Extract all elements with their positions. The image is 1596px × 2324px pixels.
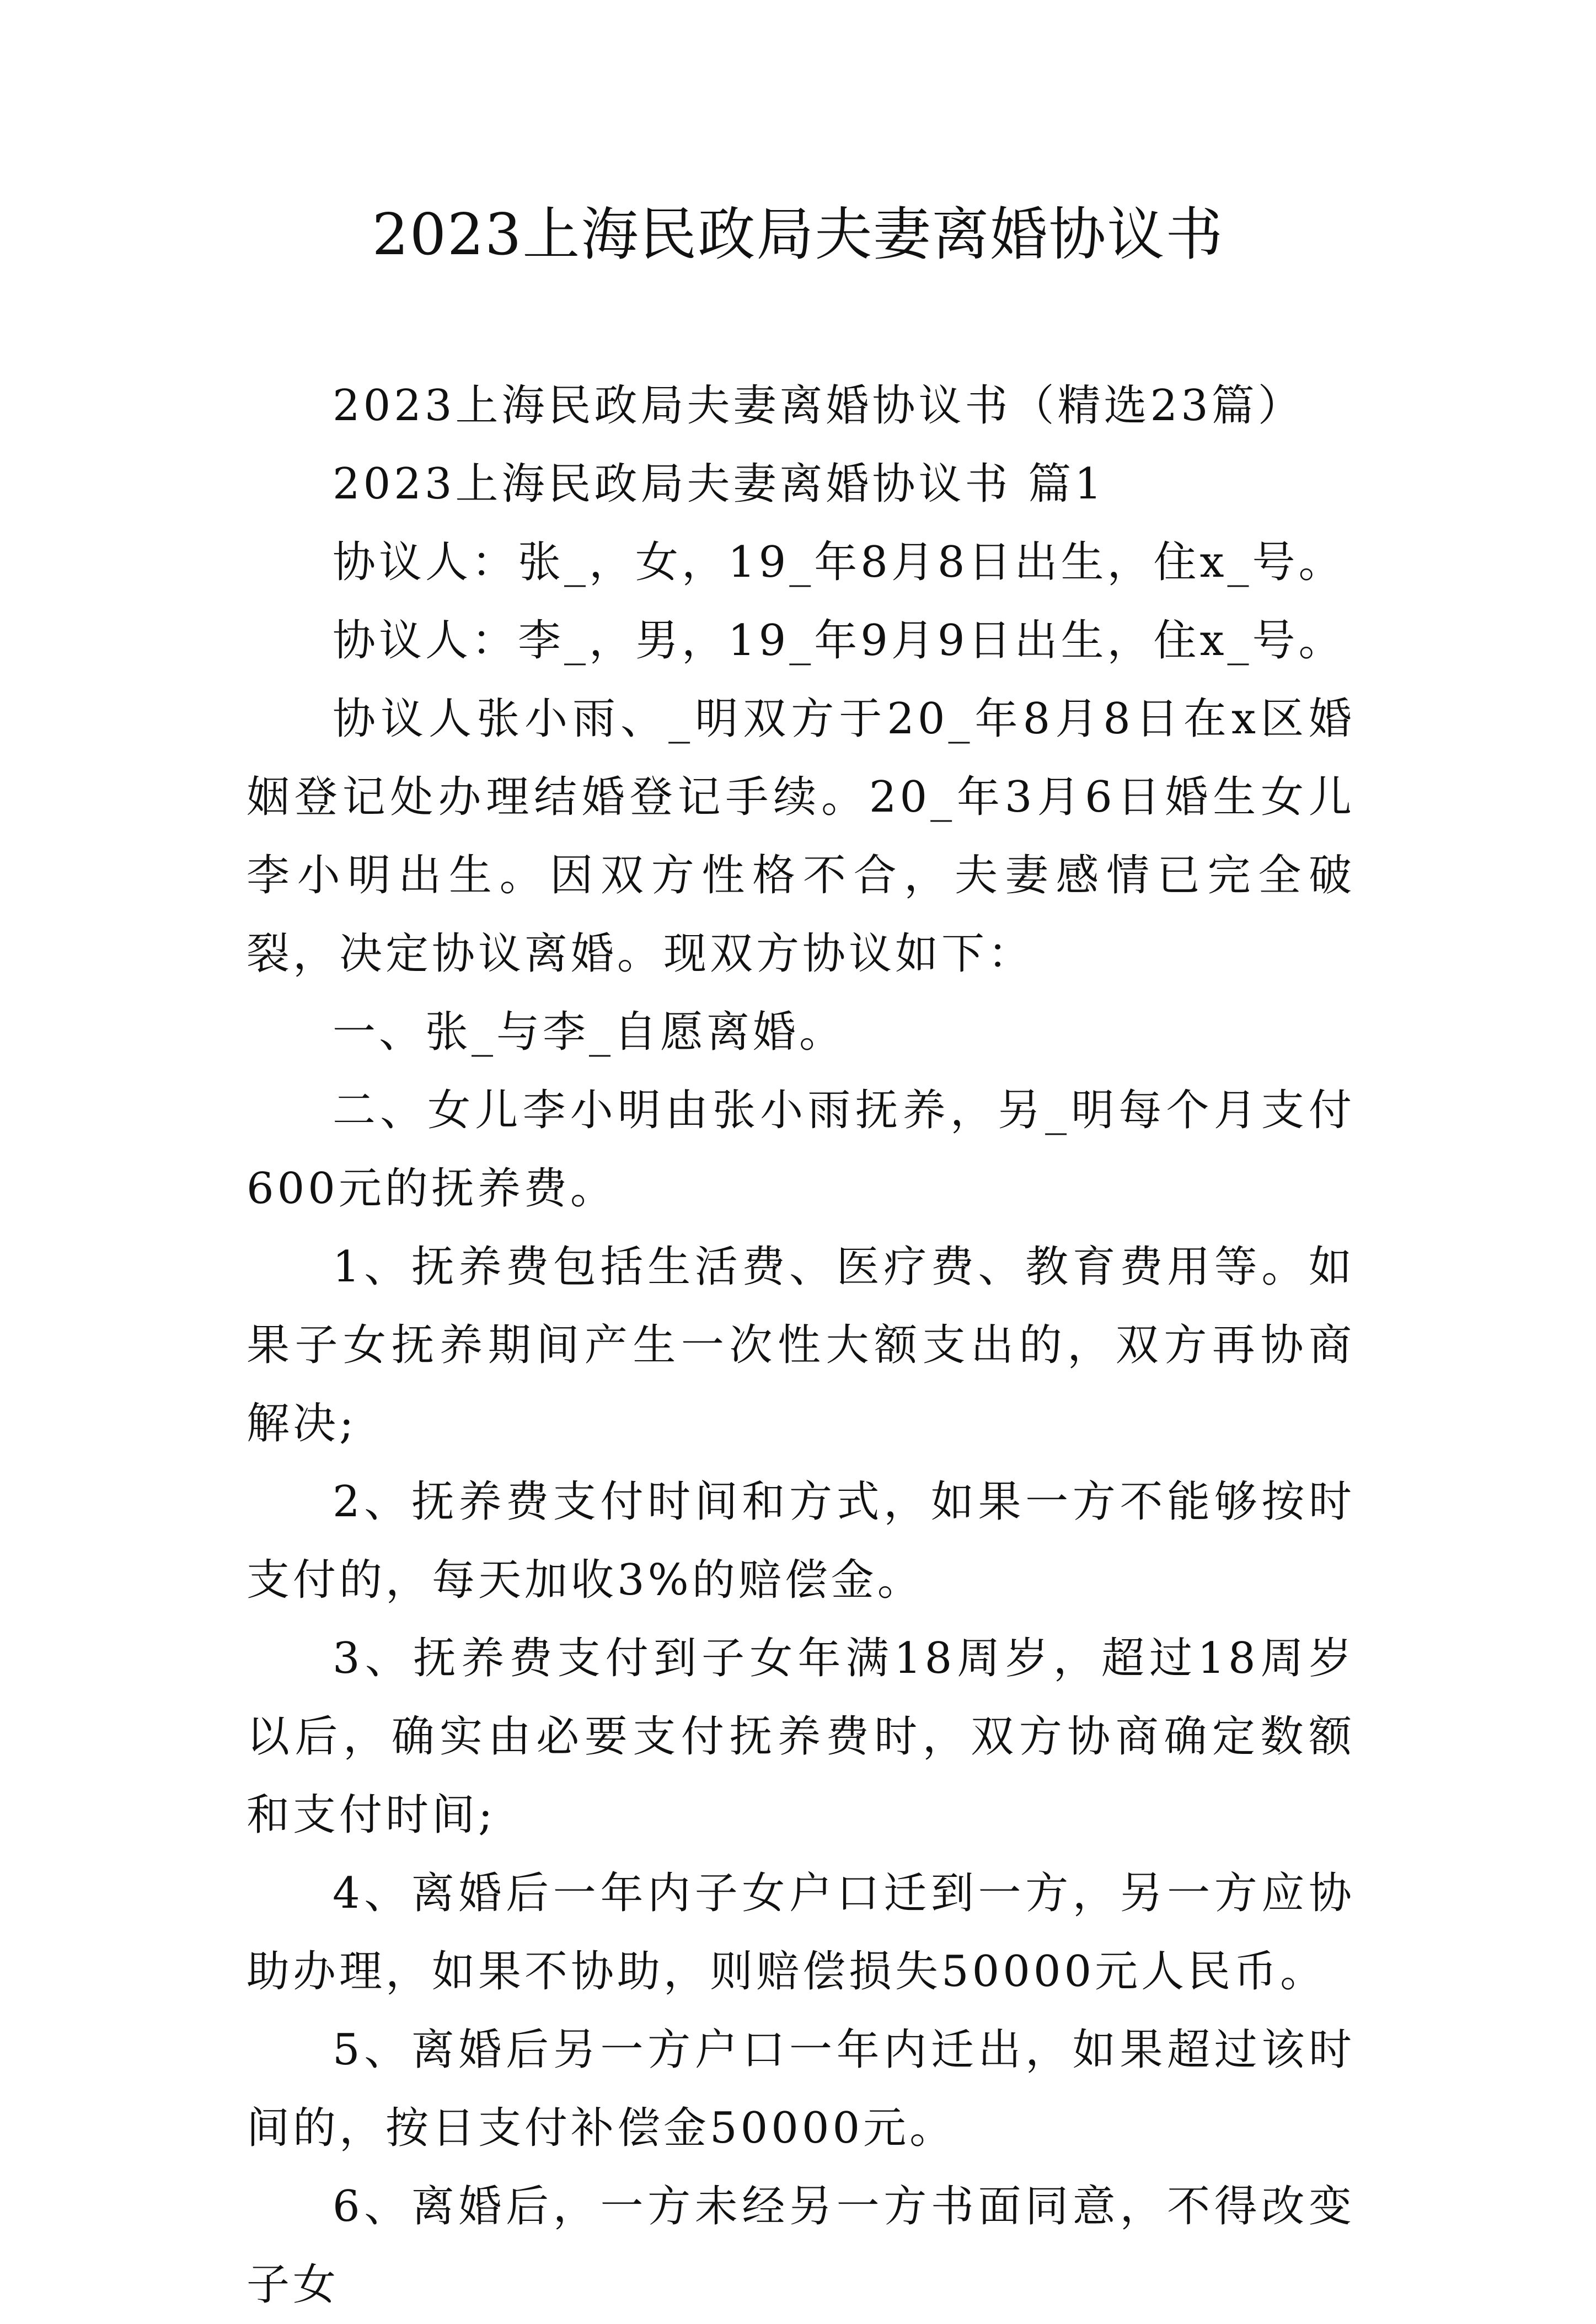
paragraph-section-heading: 2023上海民政局夫妻离婚协议书 篇1 <box>333 459 1105 509</box>
paragraph-item-2: 2、抚养费支付时间和方式，如果一方不能够按时支付的，每天加收3%的赔偿金。 <box>247 1477 1355 1605</box>
document-title: 2023上海民政局夫妻离婚协议书 <box>372 201 1224 268</box>
paragraph-clause-1: 一、张_与李_自愿离婚。 <box>333 1007 846 1057</box>
paragraph-item-6: 6、离婚后，一方未经另一方书面同意，不得改变子女 <box>247 2182 1355 2310</box>
paragraph-item-4: 4、离婚后一年内子女户口迁到一方，另一方应协助办理，如果不协助，则赔偿损失50000元人民币。 <box>247 1869 1355 1996</box>
paragraph-party-two: 协议人：李_，男，19_年9月9日出生，住x_号。 <box>333 616 1345 665</box>
document-body <box>247 367 1355 2324</box>
paragraph-item-5: 5、离婚后另一方户口一年内迁出，如果超过该时间的，按日支付补偿金50000元。 <box>247 2025 1355 2153</box>
paragraph-clause-2: 二、女儿李小明由张小雨抚养，另_明每个月支付600元的抚养费。 <box>247 1086 1355 1214</box>
paragraph-item-3: 3、抚养费支付到子女年满18周岁，超过18周岁以后，确实由必要支付抚养费时，双方协商确定数额和支付时间; <box>247 1634 1355 1840</box>
paragraph-collection-heading: 2023上海民政局夫妻离婚协议书（精选23篇） <box>333 381 1304 431</box>
paragraph-party-one: 协议人：张_，女，19_年8月8日出生，住x_号。 <box>333 538 1345 587</box>
paragraph-item-1: 1、抚养费包括生活费、医疗费、教育费用等。如果子女抚养期间产生一次性大额支出的，双方再协商解决; <box>247 1242 1355 1448</box>
paragraph-background: 协议人张小雨、_明双方于20_年8月8日在x区婚姻登记处办理结婚登记手续。20_年3月6日婚生女儿李小明出生。因双方性格不合，夫妻感情已完全破裂，决定协议离婚。现双方协议如下： <box>247 694 1355 979</box>
